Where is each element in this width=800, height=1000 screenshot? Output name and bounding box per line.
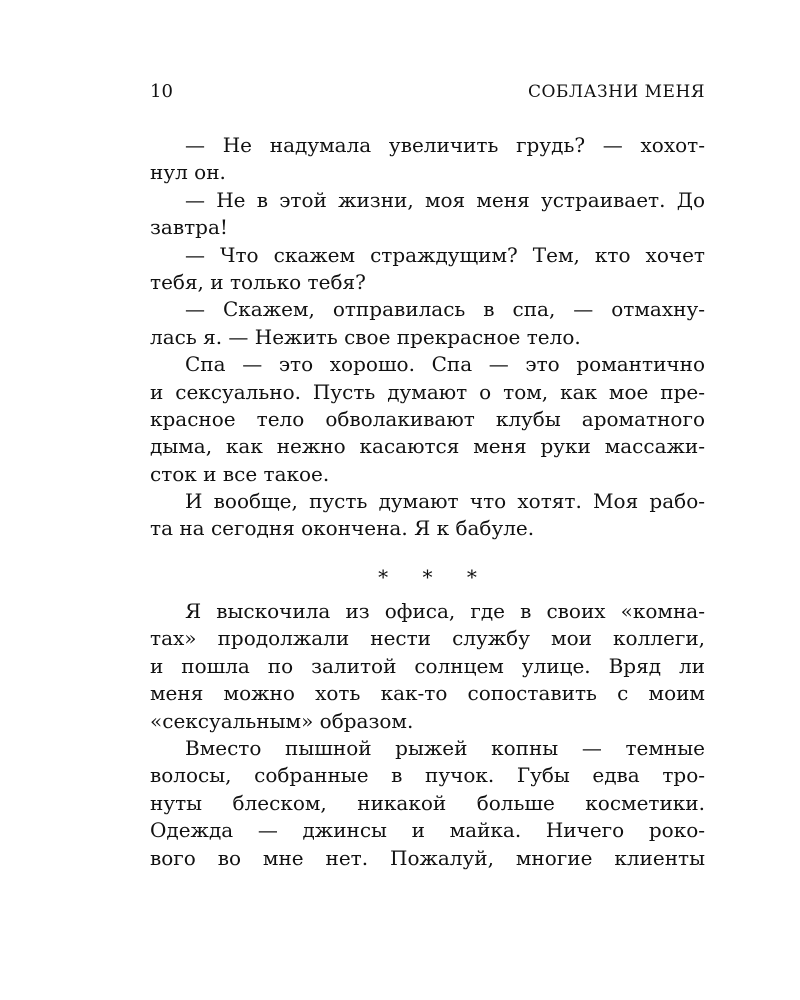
text-line: Спа — это хорошо. Спа — это романтично	[185, 352, 705, 377]
text-line: дыма, как нежно касаются меня руки массажи-	[150, 434, 705, 459]
text-line: — Не надумала увеличить грудь? — хохот-	[185, 133, 705, 157]
text-line: завтра!	[150, 215, 228, 240]
page-number: 10	[150, 81, 173, 102]
text-line: — Что скажем страждущим? Тем, кто хочет	[185, 242, 705, 267]
text-section-2	[150, 598, 705, 872]
text-line: тебя, и только тебя?	[150, 269, 366, 294]
text-line: «сексуальным» образом.	[150, 708, 414, 733]
text-line: лась я. — Нежить свое прекрасное тело.	[150, 324, 581, 349]
section-divider: * * *	[378, 565, 491, 589]
text-line: и пошла по залитой солнцем улице. Вряд ли	[150, 653, 705, 678]
text-line: сток и все такое.	[150, 461, 330, 486]
text-line: Я выскочила из офиса, где в своих «комна-	[185, 599, 705, 623]
text-line: Одежда — джинсы и майка. Ничего роко-	[150, 818, 705, 843]
text-line: волосы, собранные в пучок. Губы едва тро-	[150, 763, 705, 788]
text-line: вого во мне нет. Пожалуй, многие клиенты	[150, 845, 705, 870]
running-title: СОБЛАЗНИ МЕНЯ	[527, 82, 705, 102]
text-line: нул он.	[150, 160, 226, 185]
text-line: — Не в этой жизни, моя меня устраивает. До	[185, 187, 705, 212]
text-line: меня можно хоть как-то сопоставить с моим	[150, 681, 705, 706]
page-header	[150, 78, 705, 106]
text-line: красное тело обволакивают клубы ароматного	[150, 406, 705, 431]
text-line: нуты блеском, никакой больше косметики.	[150, 790, 705, 815]
text-line: И вообще, пусть думают что хотят. Моя рабо-	[185, 489, 705, 514]
text-line: Вместо пышной рыжей копны — темные	[185, 735, 705, 760]
text-section-1	[150, 132, 705, 543]
text-line: тах» продолжали нести службу мои коллеги,	[150, 626, 705, 651]
text-line: та на сегодня окончена. Я к бабуле.	[150, 516, 535, 541]
text-line: — Скажем, отправилась в спа, — отмахну-	[185, 297, 705, 322]
text-line: и сексуально. Пусть думают о том, как мое пре-	[150, 379, 705, 404]
